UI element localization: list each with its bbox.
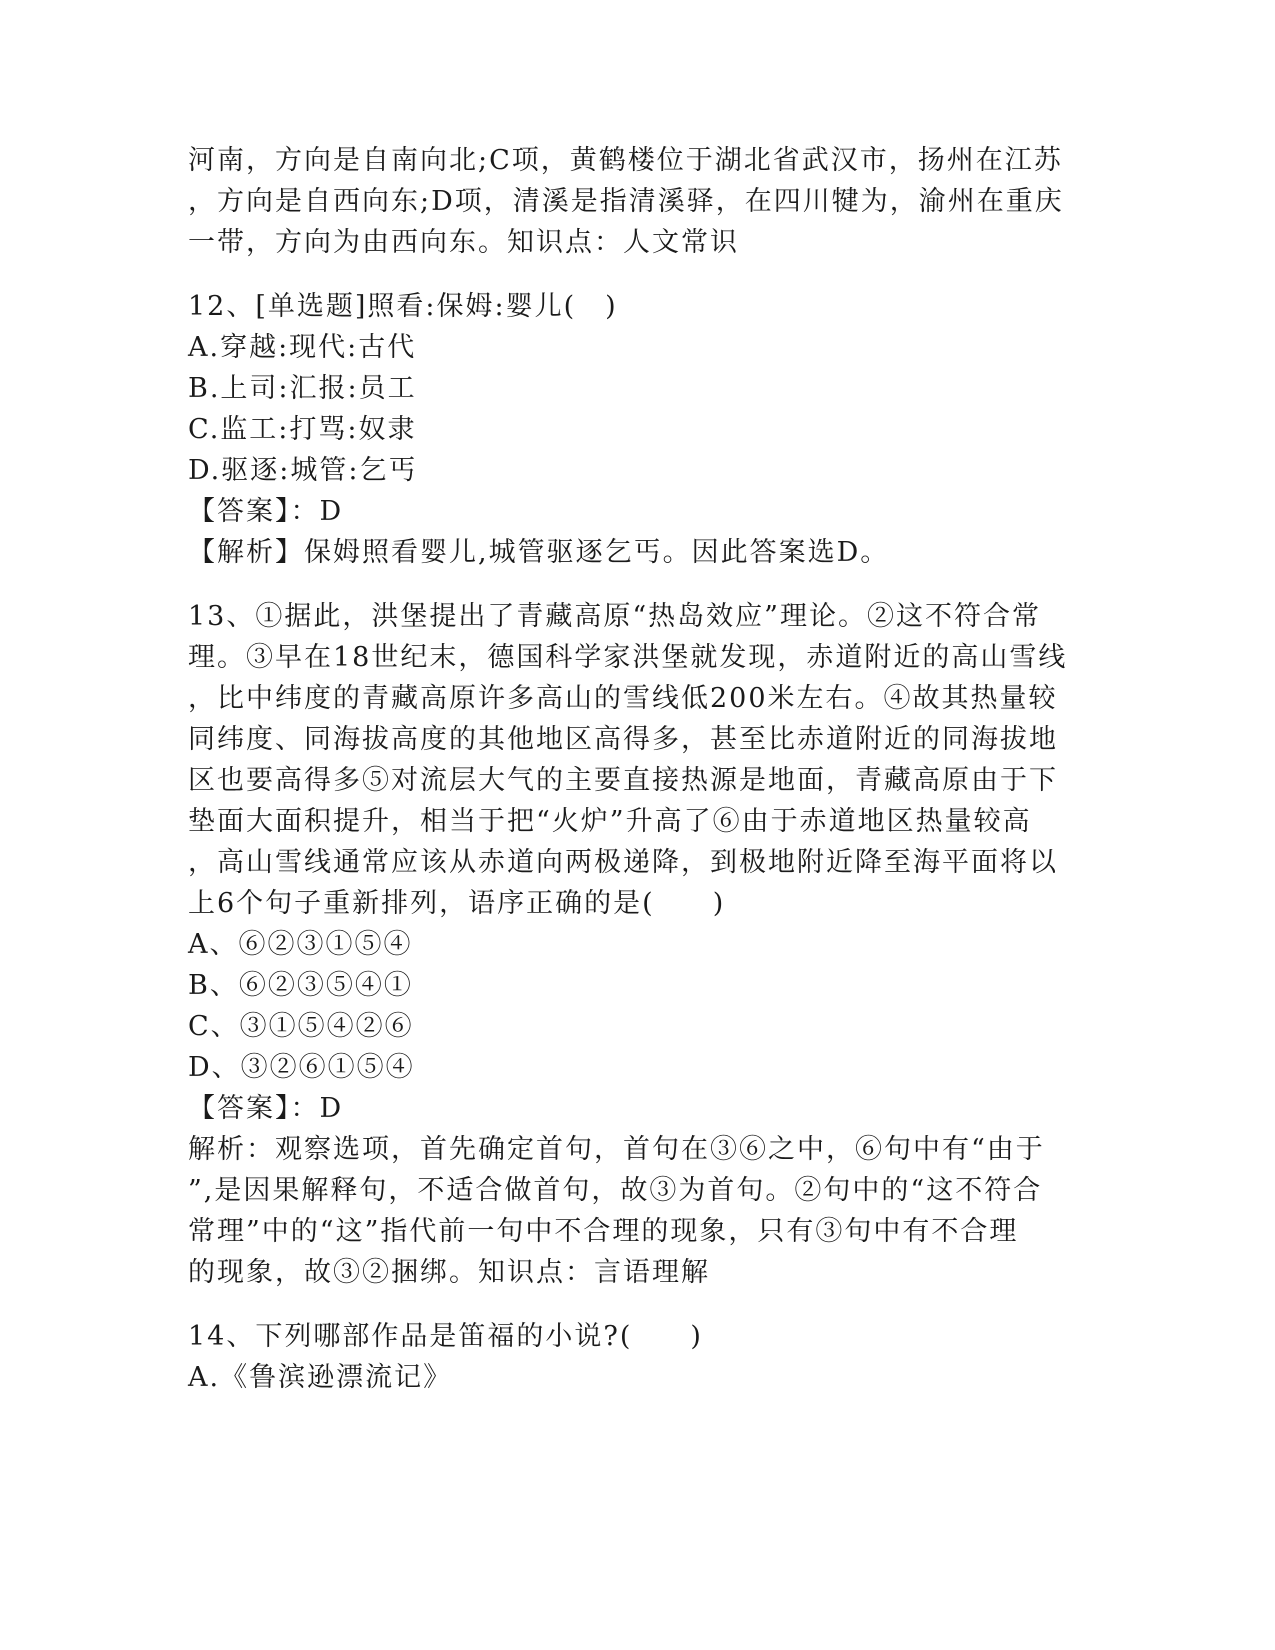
q13-stem-line: 上6个句子重新排列，语序正确的是( ): [188, 888, 726, 919]
q13-stem-line: 理。③早在18世纪末，德国科学家洪堡就发现，赤道附近的高山雪线: [188, 642, 1068, 673]
q12-option-a: A.穿越:现代:古代: [188, 332, 417, 363]
q13-stem-line: ，高山雪线通常应该从赤道向两极递降，到极地附近降至海平面将以: [188, 847, 1058, 878]
q13-analysis-line: 解析：观察选项，首先确定首句，首句在③⑥之中，⑥句中有“由于: [188, 1134, 1045, 1165]
q12-answer: 【答案】：D: [188, 496, 344, 527]
q13-option-b: B、⑥②③⑤④①: [188, 970, 413, 1001]
q12-analysis: 【解析】保姆照看婴儿,城管驱逐乞丐。因此答案选D。: [188, 537, 890, 568]
q13-analysis-line: 的现象，故③②捆绑。知识点：言语理解: [188, 1257, 710, 1288]
q13-stem-line: 13、①据此，洪堡提出了青藏高原“热岛效应”理论。②这不符合常: [188, 601, 1041, 632]
q13-stem-line: 同纬度、同海拔高度的其他地区高得多，甚至比赤道附近的同海拔地: [188, 724, 1058, 755]
q13-analysis-line: 常理”中的“这”指代前一句中不合理的现象，只有③句中有不合理: [188, 1216, 1019, 1247]
q13-analysis-line: ”,是因果解释句，不适合做首句，故③为首句。②句中的“这不符合: [188, 1175, 1043, 1206]
q13-stem-line: ，比中纬度的青藏高原许多高山的雪线低200米左右。④故其热量较: [188, 683, 1058, 714]
q12-option-d: D.驱逐:城管:乞丐: [188, 455, 418, 486]
q11-explanation-line: ，方向是自西向东;D项，清溪是指清溪驿，在四川犍为，渝州在重庆: [188, 186, 1064, 217]
q13-option-a: A、⑥②③①⑤④: [188, 929, 413, 960]
q13-stem-line: 区也要高得多⑤对流层大气的主要直接热源是地面，青藏高原由于下: [188, 765, 1058, 796]
q13-option-d: D、③②⑥①⑤④: [188, 1052, 415, 1083]
q12-option-c: C.监工:打骂:奴隶: [188, 414, 417, 445]
q12-option-b: B.上司:汇报:员工: [188, 373, 417, 404]
q12-stem: 12、[单选题]照看:保姆:婴儿( ): [188, 291, 618, 322]
q13-option-c: C、③①⑤④②⑥: [188, 1011, 414, 1042]
q13-stem-line: 垫面大面积提升，相当于把“火炉”升高了⑥由于赤道地区热量较高: [188, 806, 1032, 837]
q14-option-a: A.《鲁滨逊漂流记》: [188, 1362, 453, 1393]
q14-stem: 14、下列哪部作品是笛福的小说?( ): [188, 1321, 703, 1352]
q11-explanation-line: 一带，方向为由西向东。知识点：人文常识: [188, 227, 739, 258]
q13-answer: 【答案】：D: [188, 1093, 344, 1124]
q11-explanation-line: 河南，方向是自南向北;C项，黄鹤楼位于湖北省武汉市，扬州在江苏: [188, 145, 1063, 176]
